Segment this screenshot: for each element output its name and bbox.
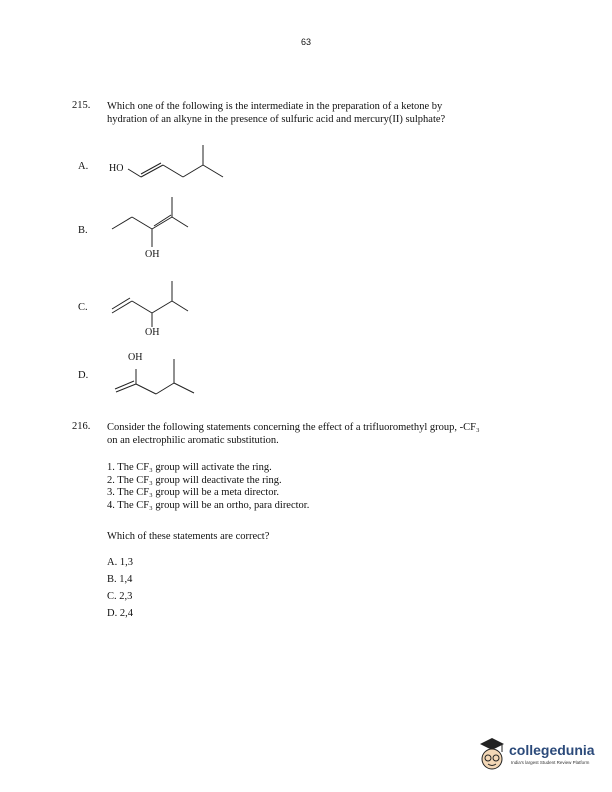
bond <box>183 165 203 177</box>
question-215-text <box>107 100 547 126</box>
bond <box>163 165 183 177</box>
option-c-structure <box>110 275 190 330</box>
bond <box>156 383 174 394</box>
statement-1: 1. The CF₃ group will activate the ring. <box>107 462 272 473</box>
double-bond <box>116 384 136 392</box>
bond <box>136 384 156 394</box>
question-216-text <box>107 421 547 447</box>
collegedunia-logo <box>478 733 608 777</box>
double-bond-inner <box>154 215 171 226</box>
option-b-structure <box>110 193 190 253</box>
option-a-label: A. <box>78 161 89 172</box>
question-215-line-2: hydration of an alkyne in the presence of sulfuric acid and mercury(II) sulphate? <box>107 114 446 125</box>
answer-choices <box>107 557 133 625</box>
option-d-label: D. <box>78 370 89 381</box>
option-a-structure <box>120 140 230 190</box>
answer-choice-c: C. 2,3 <box>107 591 133 602</box>
bond <box>132 301 152 313</box>
option-c-label: C. <box>78 302 88 313</box>
question-216-line-2: on an electrophilic aromatic substitution. <box>107 435 279 446</box>
question-216-prompt: Which of these statements are correct? <box>107 531 270 542</box>
question-216-line-1: Consider the following statements concerning the effect of a trifluoromethyl group, -CF₃ <box>107 422 480 433</box>
answer-choice-d: D. 2,4 <box>107 608 133 619</box>
double-bond-inner <box>115 381 134 389</box>
bond <box>203 165 223 177</box>
double-bond-inner <box>141 163 161 174</box>
bond <box>172 217 188 227</box>
statement-3: 3. The CF₃ group will be a meta director. <box>107 487 280 498</box>
option-c-hydroxyl-label: OH <box>145 327 160 338</box>
option-d-hydroxyl-label: OH <box>128 352 143 363</box>
logo-tagline: India's largest Student Review Platform <box>511 760 590 765</box>
page-number: 63 <box>300 37 311 47</box>
statement-4: 4. The CF₃ group will be an ortho, para director. <box>107 499 310 511</box>
question-215-line-1: Which one of the following is the intermediate in the preparation of a ketone by <box>107 101 443 112</box>
bond <box>128 169 141 177</box>
bond <box>112 217 132 229</box>
bond <box>172 301 188 311</box>
bond <box>174 383 194 393</box>
statement-list <box>107 462 309 512</box>
bond <box>132 217 152 229</box>
graduate-mascot-icon <box>478 735 506 773</box>
option-b-label: B. <box>78 225 88 236</box>
option-b-hydroxyl-label: OH <box>145 249 160 260</box>
double-bond <box>141 165 163 177</box>
option-d-structure <box>110 355 200 400</box>
question-216-number: 216. <box>72 421 91 432</box>
question-215-number: 215. <box>72 100 91 111</box>
statement-2: 2. The CF₃ group will deactivate the ring. <box>107 474 282 486</box>
answer-choice-a: A. 1,3 <box>107 557 133 568</box>
logo-wordmark: collegedunia <box>509 742 595 758</box>
option-a-hydroxyl-label: HO <box>109 163 124 174</box>
double-bond <box>152 217 172 229</box>
bond <box>152 301 172 313</box>
answer-choice-b: B. 1,4 <box>107 574 133 585</box>
